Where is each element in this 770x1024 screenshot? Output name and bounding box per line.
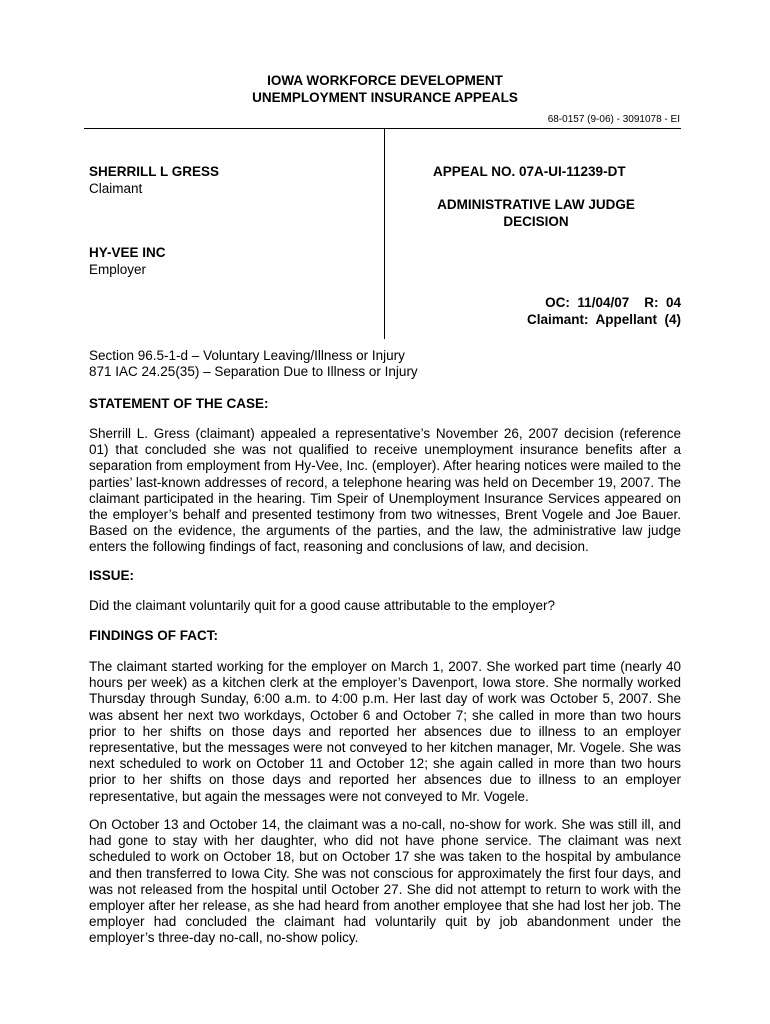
section-citation-1: Section 96.5-1-d – Voluntary Leaving/Illness or Injury — [89, 348, 405, 363]
statement-heading: STATEMENT OF THE CASE: — [89, 396, 269, 411]
issue-text: Did the claimant voluntarily quit for a good cause attributable to the employer? — [89, 598, 556, 613]
findings-paragraph-1: The claimant started working for the employer on March 1, 2007. She worked part time (nearly 40 hours per week) as a kitchen clerk at the employer’s Davenport, Iowa store. She normally worked Thursday through Sunday, 6:00 a.m. to 4:00 p.m. Her last day of work was October 5, 2007. She was absent her next two workdays, October 6 and October 7; she called in more than two hours prior to her shifts on those days and reported her absences due to illness to an employer representative, but the messages were not conveyed to her kitchen manager, Mr. Vogele. She was next scheduled to work on October 11 and October 12; she again called in more than two hours prior to her shifts on those days and reported her absences due to illness to an employer representative, but again the messages were not conveyed to Mr. Vogele. — [89, 659, 681, 804]
claimant-name: SHERRILL L GRESS — [89, 164, 220, 179]
employer-role: Employer — [89, 262, 147, 277]
column-divider — [384, 128, 385, 339]
claimant-role: Claimant — [89, 181, 143, 196]
oc-line: OC: 11/04/07 R: 04 — [545, 295, 681, 310]
decision-title — [433, 196, 639, 230]
agency-title: IOWA WORKFORCE DEVELOPMENT — [267, 73, 503, 88]
header-rule — [84, 128, 681, 129]
findings-heading: FINDINGS OF FACT: — [89, 628, 218, 643]
form-code: 68-0157 (9-06) - 3091078 - EI — [547, 114, 680, 125]
findings-paragraph-2: On October 13 and October 14, the claimant was a no-call, no-show for work. She was still ill, and had gone to stay with her daughter, who did not have phone service. The claimant was next scheduled to work on October 18, but on October 17 she was taken to the hospital by ambulance and then transferred to Iowa City. She was not conscious for approximately the first four days, and was not released from the hospital until October 27. She did not attempt to return to work with the employer after her release, as she had heard from another employee that she had lost her job. The employer had concluded the claimant had voluntarily quit by job abandonment under the employer’s three-day no-call, no-show policy. — [89, 817, 681, 946]
decision-title-line2: DECISION — [503, 214, 569, 229]
statement-text: Sherrill L. Gress (claimant) appealed a representative’s November 26, 2007 decision (reference 01) that concluded she was not qualified to receive unemployment insurance benefits after a separation from employment from Hy-Vee, Inc. (employer). After hearing notices were mailed to the parties’ last-known addresses of record, a telephone hearing was held on December 19, 2007. The claimant participated in the hearing. Tim Speir of Unemployment Insurance Services appeared on the employer’s behalf and presented testimony from two witnesses, Brent Vogele and Joe Bauer. Based on the evidence, the arguments of the parties, and the law, the administrative law judge enters the following findings of fact, reasoning and conclusions of law, and decision. — [89, 426, 682, 555]
issue-heading: ISSUE: — [89, 568, 135, 583]
section-citation-2: 871 IAC 24.25(35) – Separation Due to Illness or Injury — [89, 364, 418, 379]
employer-name: HY-VEE INC — [89, 245, 166, 260]
appellant-line: Claimant: Appellant (4) — [526, 312, 681, 327]
division-title: UNEMPLOYMENT INSURANCE APPEALS — [252, 90, 518, 105]
appeal-number: APPEAL NO. 07A-UI-11239-DT — [433, 164, 626, 179]
decision-title-line1: ADMINISTRATIVE LAW JUDGE — [437, 197, 635, 212]
